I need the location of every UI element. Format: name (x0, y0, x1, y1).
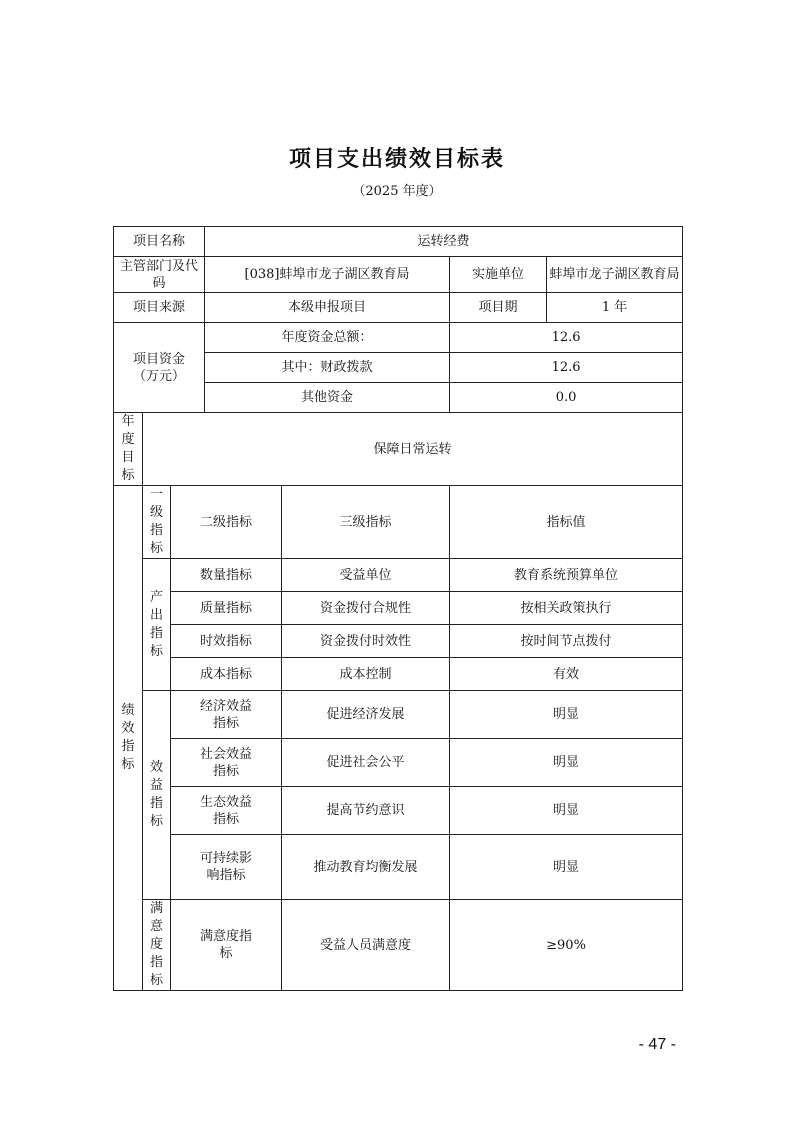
row-l2: 社会效益指标 (171, 739, 282, 787)
header-value: 指标值 (450, 486, 683, 559)
label-implementer: 实施单位 (450, 257, 547, 293)
label-performance: 绩效指标 (114, 486, 143, 991)
header-level2: 二级指标 (171, 486, 282, 559)
value-annual-total: 12.6 (450, 323, 683, 353)
page-title: 项目支出绩效目标表 (288, 147, 505, 172)
value-implementer: 蚌埠市龙子湖区教育局 (547, 257, 683, 293)
label-department: 主管部门及代码 (114, 257, 205, 293)
header-level3: 三级指标 (282, 486, 450, 559)
label-annual-total: 年度资金总额： (205, 323, 450, 353)
row-l2: 经济效益指标 (171, 691, 282, 739)
row-l2: 成本指标 (171, 658, 282, 691)
row-l2: 数量指标 (171, 559, 282, 592)
page-subtitle: （2025 年度） (352, 184, 442, 199)
value-fiscal: 12.6 (450, 353, 683, 383)
row-value: 明显 (450, 739, 683, 787)
value-period: 1 年 (547, 293, 683, 323)
row-l2: 时效指标 (171, 625, 282, 658)
row-l3: 促进经济发展 (282, 691, 450, 739)
row-l3: 资金拨付合规性 (282, 592, 450, 625)
row-l3: 受益单位 (282, 559, 450, 592)
row-value: 按相关政策执行 (450, 592, 683, 625)
value-annual-goal: 保障日常运转 (143, 413, 683, 486)
label-funds-text: 项目资金（万元） (132, 351, 185, 384)
label-annual-goal: 年度目标 (114, 413, 143, 486)
row-value: 明显 (450, 787, 683, 835)
row-l3: 推动教育均衡发展 (282, 835, 450, 900)
group-output: 产出指标 (143, 559, 171, 691)
label-project-name: 项目名称 (114, 227, 205, 257)
row-l3: 提高节约意识 (282, 787, 450, 835)
label-source: 项目来源 (114, 293, 205, 323)
label-funds (114, 323, 205, 413)
row-value: 教育系统预算单位 (450, 559, 683, 592)
value-other: 0.0 (450, 383, 683, 413)
row-value: 按时间节点拨付 (450, 625, 683, 658)
row-value: 明显 (450, 691, 683, 739)
row-value: ≥90% (450, 900, 683, 991)
row-value: 有效 (450, 658, 683, 691)
label-fiscal: 其中：财政拨款 (205, 353, 450, 383)
page-number: - 47 - (638, 1036, 676, 1053)
row-l3: 促进社会公平 (282, 739, 450, 787)
row-value: 明显 (450, 835, 683, 900)
row-l3: 受益人员满意度 (282, 900, 450, 991)
value-department: [038]蚌埠市龙子湖区教育局 (205, 257, 450, 293)
value-project-name: 运转经费 (205, 227, 683, 257)
value-source: 本级申报项目 (205, 293, 450, 323)
row-l2: 质量指标 (171, 592, 282, 625)
header-level1: 一级指标 (143, 486, 171, 559)
label-other: 其他资金 (205, 383, 450, 413)
group-effect: 效益指标 (143, 691, 171, 900)
row-l2: 可持续影响指标 (171, 835, 282, 900)
row-l3: 资金拨付时效性 (282, 625, 450, 658)
group-satisfaction: 满意度指标 (143, 900, 171, 991)
performance-table (113, 226, 683, 991)
label-period: 项目期 (450, 293, 547, 323)
row-l2: 生态效益指标 (171, 787, 282, 835)
row-l2: 满意度指标 (171, 900, 282, 991)
row-l3: 成本控制 (282, 658, 450, 691)
